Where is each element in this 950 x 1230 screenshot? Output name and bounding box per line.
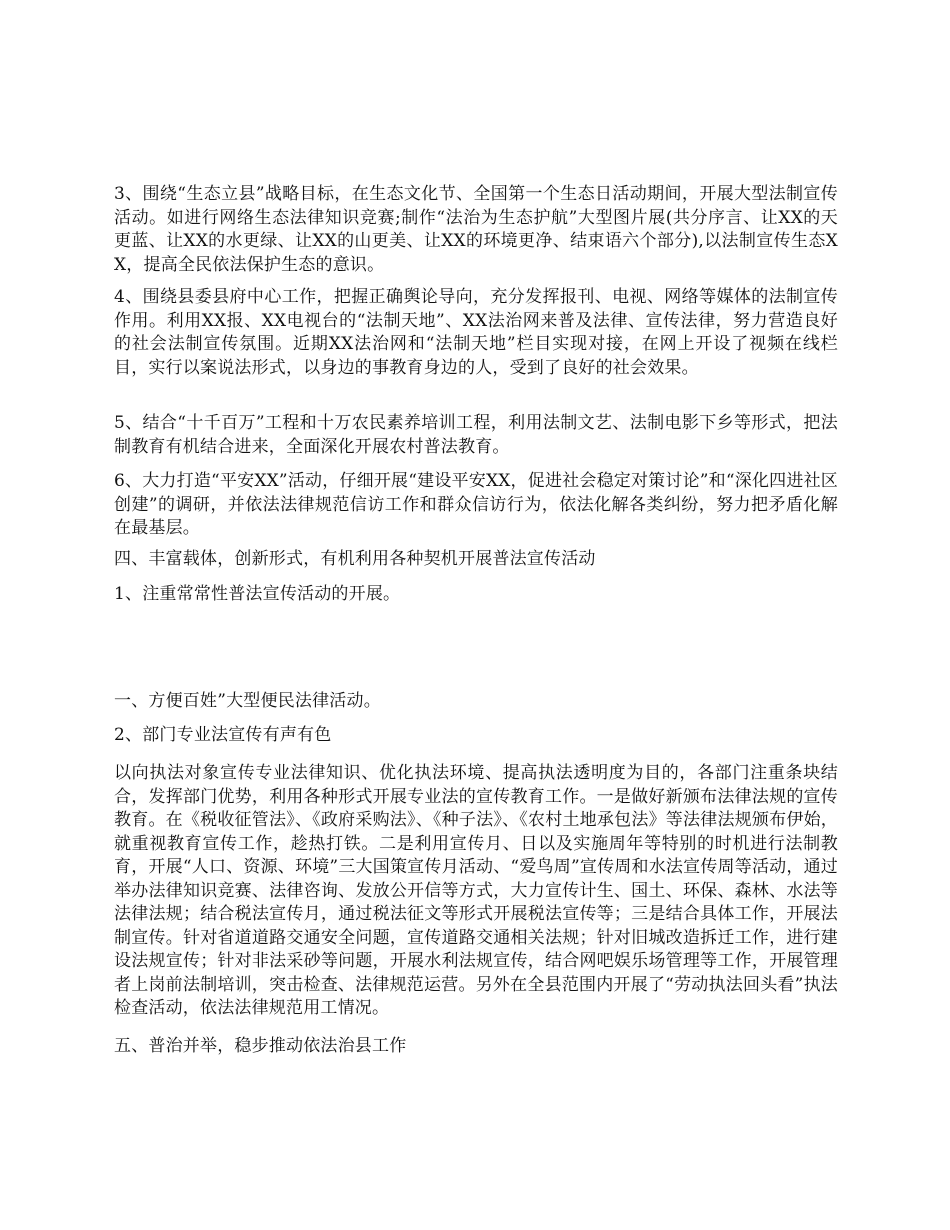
paragraph-item-1-regular-activities: 1、注重常常性普法宣传活动的开展。 xyxy=(114,584,401,604)
section-heading-5: 五、普治并举，稳步推动依法治县工作 xyxy=(114,1036,407,1056)
paragraph-item-6-safe-county: 6、大力打造“平安XX”活动，仔细开展“建设平安XX，促进社会稳定对策讨论”和“深化四进社区创建”的调研，并依法法律规范信访工作和群众信访行为，依法化解各类纠纷，努力把矛盾化解在最基层。 xyxy=(114,471,838,538)
paragraph-item-3-eco-county: 3、围绕“生态立县”战略目标，在生态文化节、全国第一个生态日活动期间，开展大型法制宣传活动。如进行网络生态法律知识竞赛;制作“法治为生态护航”大型图片展(共分序言、让XX的天更蓝、让XX的水更绿、让XX的山更美、让XX的环境更净、结束语六个部分),以法制宣传生态XX，提高全民依法保护生态的意识。 xyxy=(114,184,838,275)
paragraph-item-4-media-publicity: 4、围绕县委县府中心工作，把握正确舆论导向，充分发挥报刊、电视、网络等媒体的法制宣传作用。利用XX报、XX电视台的“法制天地”、XX法治网来普及法律、宣传法律，努力营造良好的社会法制宣传氛围。近期XX法治网和“法制天地”栏目实现对接，在网上开设了视频在线栏目，实行以案说法形式，以身边的事教育身边的人，受到了良好的社会效果。 xyxy=(114,287,838,378)
section-heading-4: 四、丰富载体，创新形式，有机利用各种契机开展普法宣传活动 xyxy=(114,549,596,569)
paragraph-department-law-body: 以向执法对象宣传专业法律知识、优化执法环境、提高执法透明度为目的，各部门注重条块结合，发挥部门优势，利用各种形式开展专业法的宣传教育工作。一是做好新颁布法律法规的宣传教育。在《税收征管法》、《政府采购法》、《种子法》、《农村土地承包法》等法律法规颁布伊始，就重视教育宣传工作，趁热打铁。二是利用宣传月、日以及实施周年等特别的时机进行法制教育，开展“人口、资源、环境”三大国策宣传月活动、“爱鸟周”宣传周和水法宣传周等活动，通过举办法律知识竞赛、法律咨询、发放公开信等方式，大力宣传计生、国土、环保、森林、水法等法律法规；结合税法宣传月，通过税法征文等形式开展税法宣传等；三是结合具体工作，开展法制宣传。针对省道道路交通安全问题，宣传道路交通相关法规；针对旧城改造拆迁工作，进行建设法规宣传；针对非法采砂等问题，开展水利法规宣传，结合网吧娱乐场管理等工作，开展管理者上岗前法制培训，突击检查、法律规范运营。另外在全县范围内开展了“劳动执法回头看”执法检查活动，依法法律规范用工情况。 xyxy=(114,763,838,1018)
paragraph-item-2-department-law: 2、部门专业法宣传有声有色 xyxy=(114,725,332,745)
paragraph-convenience-activity: 一、方便百姓”大型便民法律活动。 xyxy=(114,691,381,711)
paragraph-item-5-rural-education: 5、结合“十千百万”工程和十万农民素养培训工程，利用法制文艺、法制电影下乡等形式，把法制教育有机结合进来，全面深化开展农村普法教育。 xyxy=(114,413,838,457)
